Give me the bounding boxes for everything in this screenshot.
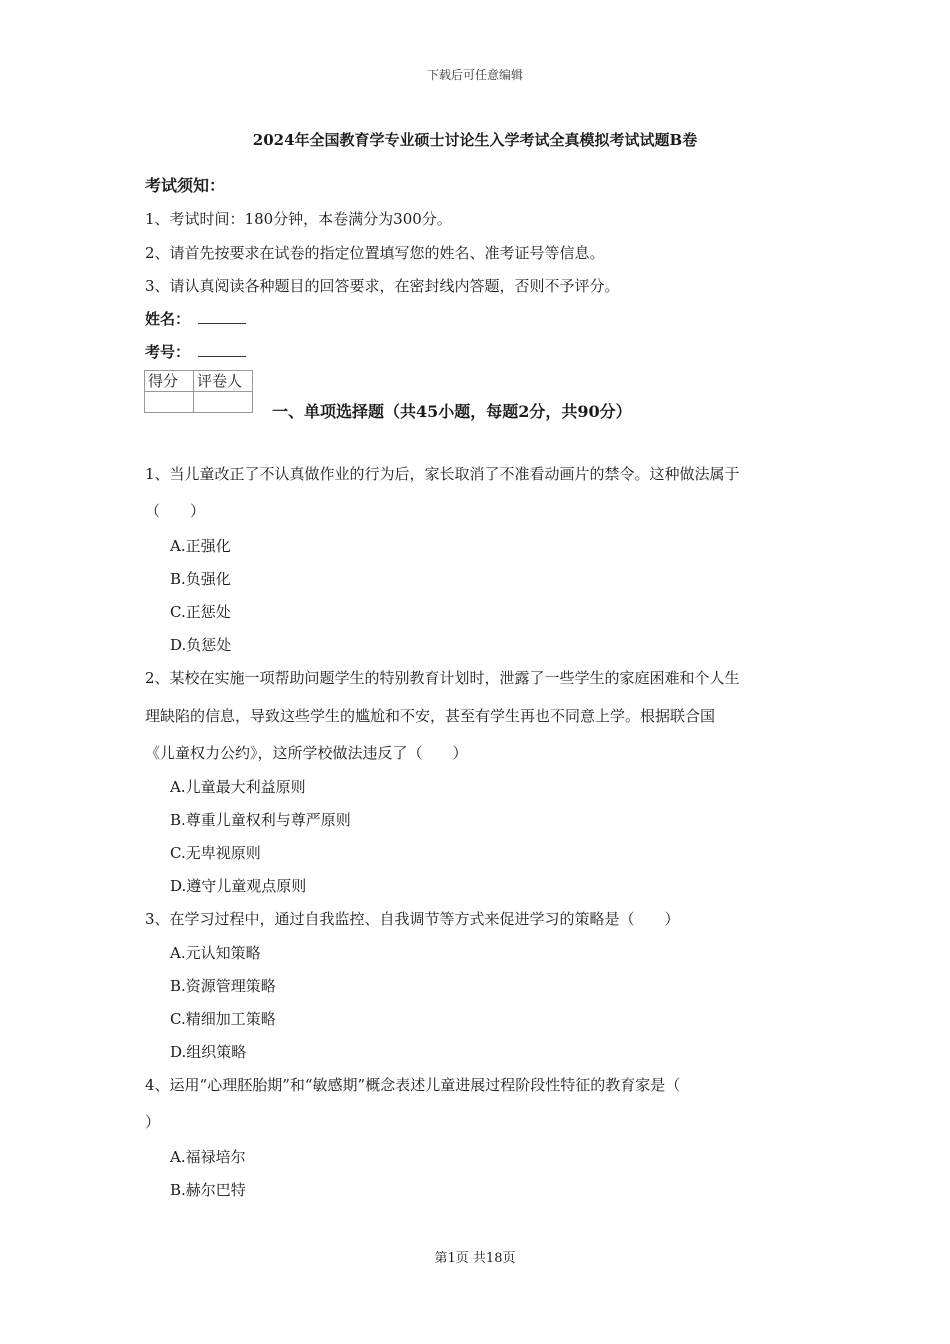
question-3-option-c[interactable]: C.精细加工策略 <box>170 1010 276 1028</box>
question-3-option-a[interactable]: A.元认知策略 <box>170 944 261 962</box>
grader-cell[interactable] <box>194 392 253 413</box>
score-table-header-row <box>145 371 253 392</box>
name-label: 姓名： <box>145 310 191 328</box>
instruction-item: 3、请认真阅读各种题目的回答要求，在密封线内答题，否则不予评分。 <box>145 277 620 295</box>
name-field <box>145 308 246 329</box>
section-title: 一、单项选择题（共45小题，每题2分，共90分） <box>272 402 632 421</box>
question-2-option-b[interactable]: B.尊重儿童权利与尊严原则 <box>170 811 351 829</box>
question-1-option-d[interactable]: D.负惩处 <box>170 636 232 654</box>
page-footer: 第1页 共18页 <box>434 1251 516 1266</box>
question-1-option-c[interactable]: C.正惩处 <box>170 603 231 621</box>
score-table-entry-row <box>145 392 253 413</box>
question-4-text: 4、运用“心理胚胎期”和“敏感期”概念表述儿童进展过程阶段性特征的教育家是（ <box>145 1076 681 1094</box>
instructions-heading: 考试须知： <box>145 176 226 195</box>
question-2-text: 理缺陷的信息，导致这些学生的尴尬和不安，甚至有学生再也不同意上学。根据联合国 <box>145 707 716 725</box>
question-1-option-b[interactable]: B.负强化 <box>170 570 231 588</box>
question-2-option-c[interactable]: C.无卑视原则 <box>170 844 261 862</box>
score-table <box>144 370 253 413</box>
question-3-text: 3、在学习过程中，通过自我监控、自我调节等方式来促进学习的策略是（ ） <box>145 910 680 928</box>
header-note: 下载后可任意编辑 <box>426 68 523 82</box>
grader-header: 评卷人 <box>194 371 253 392</box>
exam-number-field <box>145 341 246 362</box>
question-4-option-a[interactable]: A.福禄培尔 <box>170 1148 246 1166</box>
question-2-option-d[interactable]: D.遵守儿童观点原则 <box>170 877 307 895</box>
question-1-text: （ ） <box>145 502 206 520</box>
exam-number-label: 考号： <box>145 343 191 361</box>
document-title: 2024年全国教育学专业硕士讨论生入学考试全真模拟考试试题B卷 <box>252 131 698 149</box>
question-2-text: 《儿童权力公约》，这所学校做法违反了（ ） <box>145 744 468 762</box>
exam-number-blank[interactable] <box>198 342 246 357</box>
question-3-option-d[interactable]: D.组织策略 <box>170 1043 247 1061</box>
instruction-item: 2、请首先按要求在试卷的指定位置填写您的姓名、准考证号等信息。 <box>145 244 605 262</box>
question-1-text: 1、当儿童改正了不认真做作业的行为后，家长取消了不准看动画片的禁令。这种做法属于 <box>145 465 740 483</box>
question-1-option-a[interactable]: A.正强化 <box>170 537 231 555</box>
question-3-option-b[interactable]: B.资源管理策略 <box>170 977 276 995</box>
question-4-option-b[interactable]: B.赫尔巴特 <box>170 1181 246 1199</box>
score-header: 得分 <box>145 371 194 392</box>
score-cell[interactable] <box>145 392 194 413</box>
name-blank[interactable] <box>198 309 246 324</box>
question-2-option-a[interactable]: A.儿童最大利益原则 <box>170 778 306 796</box>
instruction-item: 1、考试时间：180分钟，本卷满分为300分。 <box>145 210 452 228</box>
question-2-text: 2、某校在实施一项帮助问题学生的特别教育计划时，泄露了一些学生的家庭困难和个人生 <box>145 669 740 687</box>
question-4-text: ） <box>145 1113 161 1131</box>
